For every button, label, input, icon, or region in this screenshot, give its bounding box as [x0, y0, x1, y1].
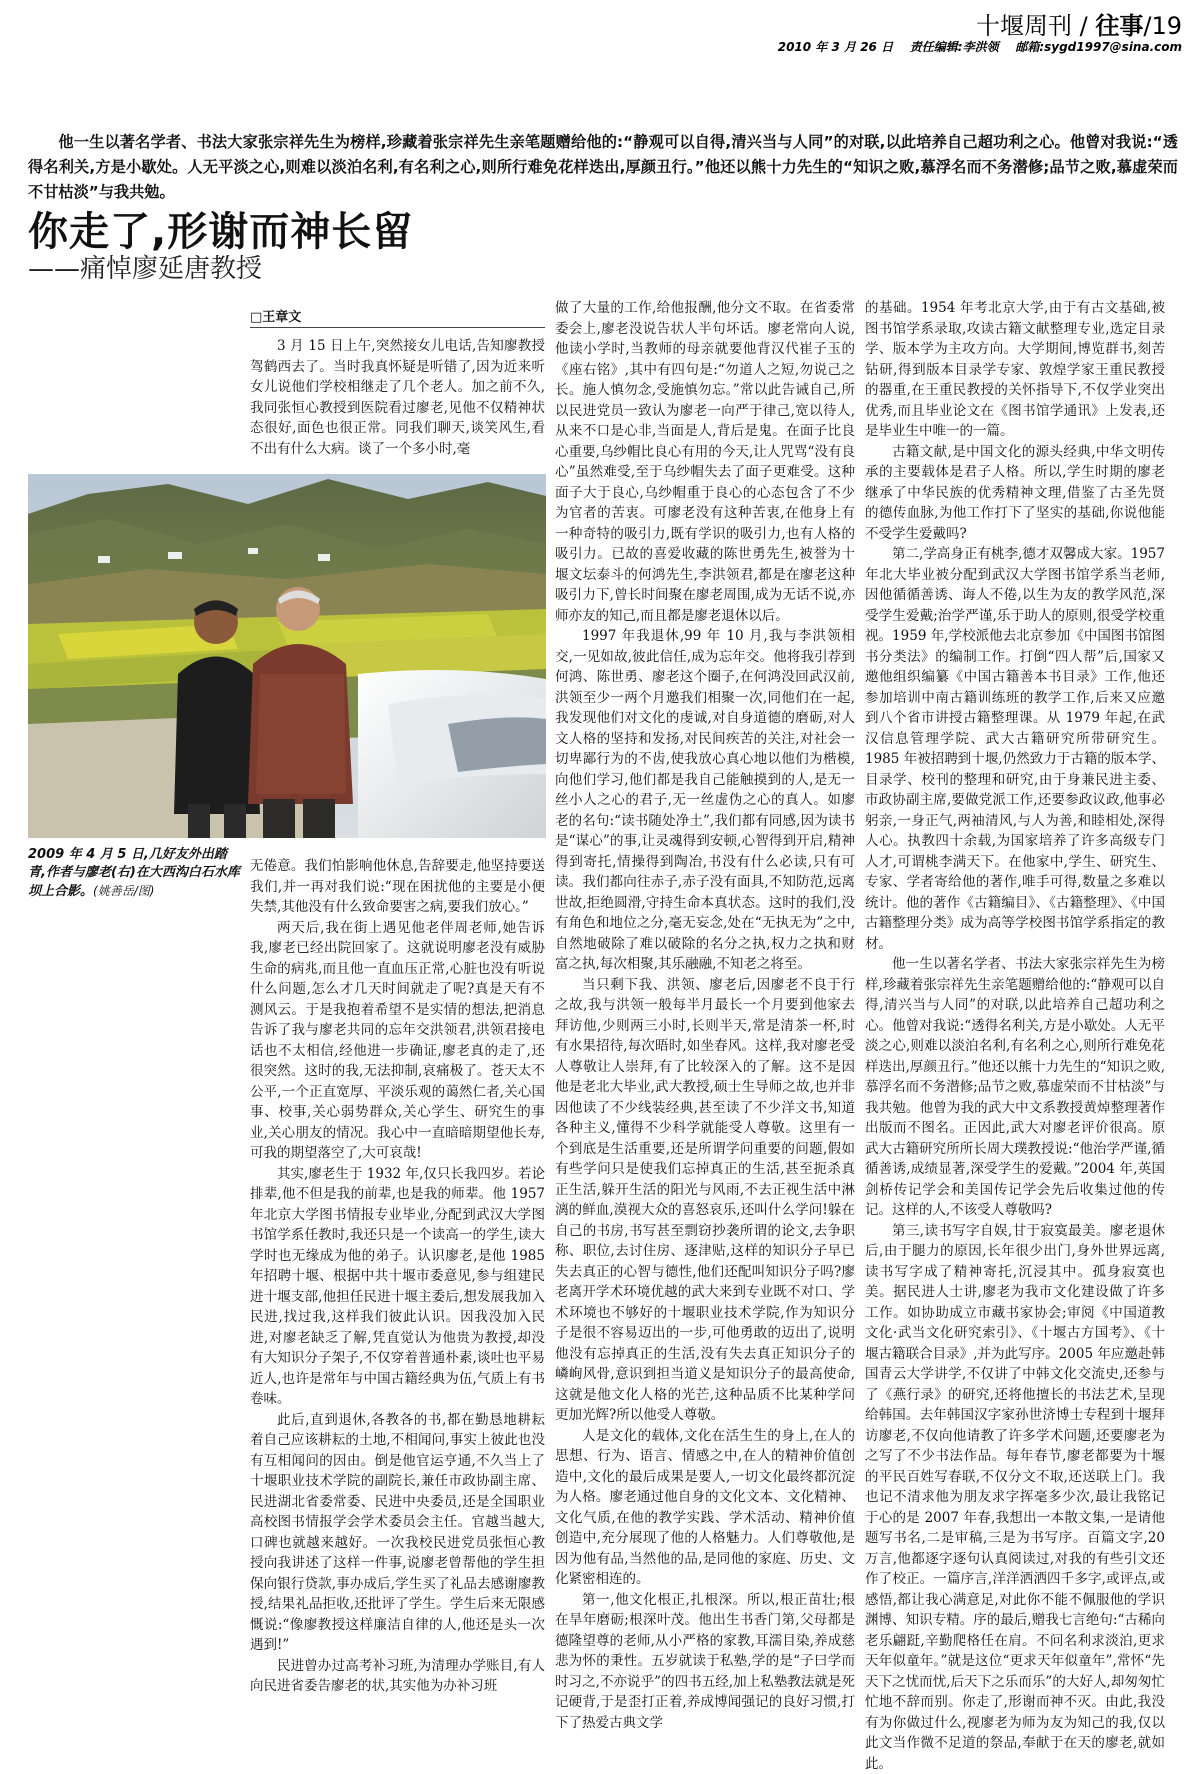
photo-caption [28, 846, 244, 901]
article-title: 你走了,形谢而神长留 [28, 200, 413, 257]
caption-text: 2009 年 4 月 5 日,几好友外出踏青,作者与廖老(右)在大西沟白石水库坝上合影。 [28, 847, 240, 899]
paragraph: 无倦意。我们怕影响他休息,告辞要走,他坚持要送我们,并一再对我们说:“现在困扰他的主要是小便失禁,其他没有什么致命要害之病,要我们放心。” [250, 856, 545, 918]
page-number: /19 [1143, 12, 1182, 40]
article-photo [28, 474, 546, 838]
paragraph: 此后,直到退休,各教各的书,都在勤恳地耕耘着自己应该耕耘的土地,不相闻问,事实上彼此也没有互相闻问的因由。倒是他官运亨通,不久当上了十堰职业技术学院的副院长,兼任市政协副主席、民进湖北省委常委、民进中央委员,还是全国职业高校图书情报学会学术委员会主任。官越当越大,口碑也就越来越好。一次我校民进党员张恒心教授向我讲述了这样一件事,说廖老曾帮他的学生担保向银行贷款,事办成后,学生买了礼品去感谢廖教授,结果礼品拒收,还批评了学生。学生后来无限感慨说:“像廖教授这样廉洁自律的人,他还是头一次遇到!” [250, 1410, 545, 1656]
paragraph: 第二,学高身正有桃李,德才双馨成大家。1957 年北大毕业被分配到武汉大学图书馆学系当老师,因他循循善诱、诲人不倦,以生为友的教学风范,深受学生爱戴;治学严谨,乐于助人的原则,很受学校重视。1959 年,学校派他去北京参加《中国图书馆图书分类法》的编制工作。打倒“四人帮”后,国家又邀他组织编纂《中国古籍善本书目录》工作,他还参加培训中南古籍训练班的教学工作,后来又应邀到八个省市讲授古籍整理课。从 1979 年起,在武汉信息管理学院、武大古籍研究所带研究生。1985 年被招聘到十堰,仍然致力于古籍的版本学、目录学、校刊的整理和研究,由于身兼民进主委、市政协副主席,要做党派工作,还要参政议政,他事必躬亲,一身正气,两袖清风,与人为善,和睦相处,深得人心。执教四十余载,为国家培养了许多高级专门人才,可谓桃李满天下。在他家中,学生、研究生、专家、学者寄给他的著作,唯手可得,数量之多难以统计。他的著作《古籍编目》、《古籍整理》、《中国古籍整理分类》成为高等学校图书馆学系指定的教材。 [865, 544, 1165, 954]
paragraph: 1997 年我退休,99 年 10 月,我与李洪领相交,一见如故,彼此信任,成为忘年交。他将我引荐到何鸿、陈世勇、廖老这个圈子,在何鸿没回武汉前,洪领至少一两个月邀我们相聚一次,同他们在一起,我发现他们对文化的虔诚,对自身道德的磨砺,对人文人格的坚持和发扬,对民间疾苦的关注,对社会一切卑鄙行为的不齿,使我放心真心地以他们为楷模,向他们学习,他们都是我自己能触摸到的人,是无一丝小人之心的君子,无一丝虚伪之心的真人。如廖老的名句:“读书随处净土”,我们都有同感,因为读书是“谋心”的事,让灵魂得到安顿,心智得到开启,精神得到寄托,情操得到陶冶,书没有什么必读,只有可读。我们都向往赤子,赤子没有面具,不知防范,远离世故,拒绝圆滑,守持生命本真状态。这时的我们,没有角色和地位之分,毫无妄念,处在“无执无为”之中,自然地破除了难以破除的名分之执,权力之执和财富之执,每次相聚,其乐融融,不知老之将至。 [555, 626, 855, 975]
publication-name: 十堰周刊 [976, 12, 1072, 40]
paragraph: 人是文化的载体,文化在活生生的身上,在人的思想、行为、语言、情感之中,在人的精神价值创造中,文化的最后成果是要人,一切文化最终都沉淀为人格。廖老通过他自身的文化文本、文化精神、文化气质,在他的教学实践、学术活动、精神价值创造中,充分展现了他的人格魅力。人们尊敬他,是因为他有品,当然他的品,是同他的家庭、历史、文化紧密相连的。 [555, 1426, 855, 1590]
editor-credit: 责任编辑:李洪领 [910, 40, 999, 54]
editor-email: 邮箱:sygd1997@sina.com [1015, 40, 1182, 54]
landscape-photo-illustration [28, 474, 546, 838]
paragraph: 做了大量的工作,给他报酬,他分文不取。在省委常委会上,廖老没说告状人半句坏话。廖老常向人说,他读小学时,当教师的母亲就要他背汉代崔子玉的《座右铭》,其中有四句是:“勿道人之短,勿说己之长。施人慎勿念,受施慎勿忘。”常以此告诫自己,所以民进党员一致认为廖老一向严于律己,宽以待人,从来不口是心非,当面是人,背后是鬼。在面子比良心重要,乌纱帽比良心有用的今天,让人咒骂“没有良心”虽然难受,至于乌纱帽失去了面子更难受。这种面子大于良心,乌纱帽重于良心的心态包含了不少为官者的苦衷。可廖老没有这种苦衷,在他身上有一种奇特的吸引力,既有学识的吸引力,也有人格的吸引力。已故的喜爱收藏的陈世勇先生,被誉为十堰文坛泰斗的何鸿先生,李洪领君,都是在廖老这种吸引力下,曾长时间聚在廖老周围,成为无话不说,亦师亦友的知己,而且都是廖老退休以后。 [555, 298, 855, 626]
photo-credit: (姚善岳/图) [93, 884, 154, 898]
paragraph: 第三,读书写字自娱,甘于寂寞最美。廖老退休后,由于腿力的原因,长年很少出门,身外世界远离,读书写字成了精神寄托,沉浸其中。孤身寂寞也美。据民进人士讲,廖老为我市文化建设做了许多工作。如协助成立市藏书家协会;审阅《中国道教文化·武当文化研究索引》、《十堰古方国考》、《十堰古籍联合目录》,并为此写序。2005 年应邀赴韩国青云大学讲学,不仅讲了中韩文化交流史,还参与了《燕行录》的研究,还将他擅长的书法艺术,呈现给韩国。去年韩国汉字家孙世济博士专程到十堰拜访廖老,不仅向他请教了许多学术问题,还要廖老为之写了不少书法作品。每年春节,廖老都要为十堰的平民百姓写春联,不仅分文不取,还送联上门。我也记不清求他为朋友求字挥毫多少次,最让我铭记于心的是 2007 年春,我想出一本散文集,一是请他题写书名,二是审稿,三是为书写序。百篇文字,20 万言,他都逐字逐句认真阅读过,对我的有些引文还作了校正。一篇序言,洋洋洒洒四千多字,或评点,或感悟,都让我心满意足,对此你不能不佩服他的学识渊博、知识专精。序的最后,赠我七言绝句:“古稀向老乐翩跹,辛勤爬格任在肩。不问名利求淡泊,更求天年似童年。”就是这位“更求天年似童年”,常怀“先天下之忧而忧,后天下之乐而乐”的大好人,却匆匆忙忙地不辞而别。你走了,形谢而神不灭。由此,我没有为你做过什么,视廖老为师为友为知己的我,仅以此文当作微不足道的祭品,奉献于在天的廖老,就如此。 [865, 1221, 1165, 1774]
paragraph: 两天后,我在街上遇见他老伴周老师,她告诉我,廖老已经出院回家了。这就说明廖老没有威胁生命的病兆,而且他一直血压正常,心脏也没有听说什么问题,怎么才几天时间就走了呢?真是天有不测风云。于是我抱着希望不是实情的想法,把消息告诉了我与廖老共同的忘年交洪领君,洪领君接电话也不太相信,经他进一步确证,廖老真的走了,还很突然。这时的我,无法抑制,哀痛极了。苍天太不公平,一个正直宽厚、平淡乐观的蔼然仁者,关心国事、校事,关心弱势群众,关心学生、研究生的事业,关心朋友的情况。我心中一直暗暗期望他长寿,可我的期望落空了,大可哀哉! [250, 918, 545, 1164]
article-subtitle: ——痛悼廖延唐教授 [28, 248, 262, 285]
paragraph: 他一生以著名学者、书法大家张宗祥先生为榜样,珍藏着张宗祥先生亲笔题赠给他的:“静观可以自得,清兴当与人同”的对联,以此培养自己超功利之心。他曾对我说:“透得名利关,方是小歇处。人无平淡之心,则难以淡泊名利,有名利之心,则所行难免花样迭出,厚颜丑行。”他还以熊十力先生的“知识之败,慕浮名而不务潜修;品节之败,慕虚荣而不甘枯淡”与我共勉。他曾为我的武大中文系教授黄焯整理著作出版而不图名。正因此,武大对廖老评价很高。原武大古籍研究所所长周大璞教授说:“他治学严谨,循循善诱,成绩显著,深受学生的爱戴。”2004 年,英国剑桥传记学会和美国传记学会先后收集过他的传记。这样的人,不该受人尊敬吗? [865, 954, 1165, 1221]
paragraph: 的基础。1954 年考北京大学,由于有古文基础,被图书馆学系录取,攻读古籍文献整理专业,选定目录学、版本学为主攻方向。大学期间,博览群书,刻苦钻研,得到版本目录学专家、敦煌学家王重民教授的器重,在王重民教授的关怀指导下,不仅学业突出优秀,而且毕业论文在《图书馆学通讯》上发表,还是毕业生中唯一的一篇。 [865, 298, 1165, 442]
column-1-top [250, 336, 545, 466]
column-2 [555, 298, 855, 1676]
header-meta [778, 38, 1182, 55]
column-3 [865, 298, 1165, 1676]
issue-date: 2010 年 3 月 26 日 [778, 40, 893, 54]
column-1-bottom [250, 856, 545, 1676]
article-byline: □王章文 [250, 306, 545, 328]
paragraph: 3 月 15 日上午,突然接女儿电话,告知廖教授驾鹤西去了。当时我真怀疑是听错了,因为近来听女儿说他们学校相继走了几个老人。加之前不久,我同张恒心教授到医院看过廖老,见他不仅精神状态很好,面色也很正常。同我们聊天,谈笑风生,看不出有什么大病。谈了一个多小时,毫 [250, 336, 545, 459]
page-header: 十堰周刊 / 往事/19 [976, 6, 1182, 41]
paragraph: 当只剩下我、洪领、廖老后,因廖老不良于行之故,我与洪领一般每半月最长一个月要到他家去拜访他,少则两三小时,长则半天,常是清茶一杯,时有水果招待,每次晤时,如坐春风。这样,我对廖老受人尊敬让人崇拜,有了比较深入的了解。这不是因他是老北大毕业,武大教授,硕士生导师之故,也并非因他读了不少线装经典,甚至读了不少洋文书,知道各种主义,懂得不少科学就能受人尊敬。这里有一个到底是生活重要,还是所谓学问重要的问题,假如有些学问只是使我们忘掉真正的生活,甚至扼杀真正生活,躲开生活的阳光与风雨,不去正视生活中淋漓的鲜血,漠视大众的喜怒哀乐,还叫什么学问!躲在自己的书房,书写甚至剽窃抄袭所谓的论文,去争职称、职位,去讨住房、逐津贴,这样的知识分子早已失去真正的心智与德性,他们还配叫知识分子吗?廖老离开学术环境优越的武大来到专业既不对口、学术环境也不够好的十堰职业技术学院,作为知识分子是很不容易迈出的一步,可他勇敢的迈出了,说明他没有忘掉真正的生活,没有失去真正知识分子的嶙峋风骨,意识到担当道义是知识分子的最高使命,这就是他文化人格的光芒,这种品质不比某种学问更加光辉?所以他受人尊敬。 [555, 975, 855, 1426]
section-name: 往事 [1095, 12, 1143, 40]
paragraph: 第一,他文化根正,扎根深。所以,根正苗壮;根在旱年磨砺;根深叶茂。他出生书香门第,父母都是德隆望尊的老师,从小严格的家教,耳濡目染,养成慈悲为怀的秉性。五岁就读于私塾,学的是“子曰学而时习之,不亦说乎”的四书五经,加上私塾教法就是死记硬背,于是歪打正着,养成博闻强记的良好习惯,打下了热爱古典文学 [555, 1590, 855, 1734]
paragraph: 民进曾办过高考补习班,为清理办学账目,有人向民进省委告廖老的状,其实他为办补习班 [250, 1656, 545, 1697]
intro-quote: 他一生以著名学者、书法大家张宗祥先生为榜样,珍藏着张宗祥先生亲笔题赠给他的:“静观可以自得,清兴当与人同”的对联,以此培养自己超功利之心。他曾对我说:“透得名利关,方是小歇处。人无平淡之心,则难以淡泊名利,有名利之心,则所行难免花样迭出,厚颜丑行。”他还以熊十力先生的“知识之败,慕浮名而不务潜修;品节之败,慕虚荣而不甘枯淡”与我共勉。 [28, 130, 1178, 205]
paragraph: 其实,廖老生于 1932 年,仅只长我四岁。若论排辈,他不但是我的前辈,也是我的师辈。他 1957 年北京大学图书情报专业毕业,分配到武汉大学图书馆学系任教时,我还只是一个读高一的学生,读大学时也无缘成为他的弟子。认识廖老,是他 1985 年招聘十堰、根据中共十堰市委意见,参与组建民进十堰支部,他担任民进十堰主委后,想发展我加入民进,找过我,这样我们彼此认识。因我没加入民进,对廖老缺乏了解,凭直觉认为他贵为教授,却没有大知识分子架子,不仅穿着普通朴素,谈吐也平易近人,也许是常年与中国古籍经典为伍,气质上有书卷味。 [250, 1164, 545, 1410]
paragraph: 古籍文献,是中国文化的源头经典,中华文明传承的主要载体是君子人格。所以,学生时期的廖老继承了中华民族的优秀精神文理,借鉴了古圣先贤的德传血脉,为他工作打下了坚实的基础,你说他能不受学生爱戴吗? [865, 442, 1165, 545]
